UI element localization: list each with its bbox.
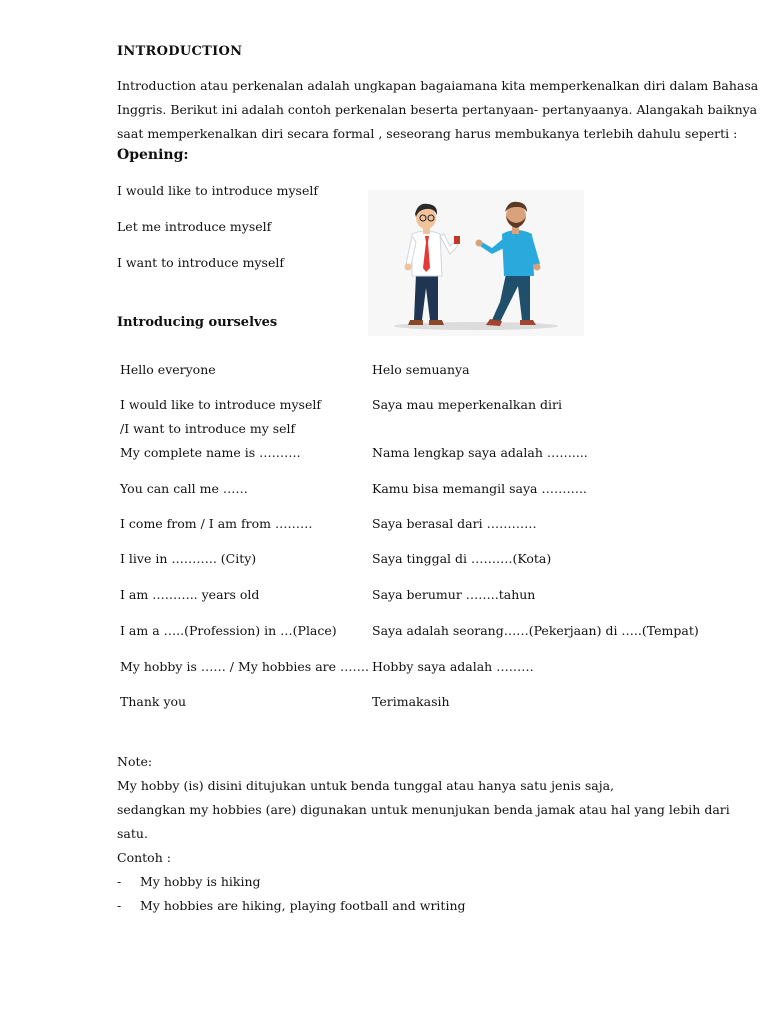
phrase-english: I live in ……….. (City): [120, 551, 257, 566]
phrase-english: Thank you: [120, 694, 187, 709]
phrase-indonesian: Terimakasih: [372, 694, 450, 709]
phrase-row: [120, 623, 720, 643]
phrase-indonesian: Saya adalah seorang……(Pekerjaan) di …..(Tempat): [372, 623, 699, 638]
example-item: [117, 894, 727, 918]
phrase-row: [120, 551, 720, 571]
opening-phrase: I want to introduce myself: [117, 255, 284, 270]
phrase-indonesian: Kamu bisa memangil saya ………..: [372, 481, 587, 496]
phrase-english: I would like to introduce myself: [120, 397, 321, 412]
phrase-english: You can call me ……: [120, 481, 248, 496]
page-title: INTRODUCTION: [117, 44, 243, 59]
phrase-row: [120, 397, 720, 441]
example-label: Contoh :: [117, 850, 171, 865]
note-label: Note:: [117, 754, 153, 769]
phrase-row: [120, 445, 720, 465]
note-line: satu.: [117, 826, 148, 841]
example-text: My hobbies are hiking, playing football and writing: [140, 898, 466, 913]
introducing-heading: Introducing ourselves: [117, 315, 278, 330]
phrase-indonesian: Saya tinggal di ……….(Kota): [372, 551, 552, 566]
phrase-row: [120, 587, 720, 607]
intro-line: saat memperkenalkan diri secara formal , seseorang harus membukanya terlebih dahulu seperti :: [117, 126, 738, 141]
phrase-english: I am a …..(Profession) in …(Place): [120, 623, 337, 638]
example-text: My hobby is hiking: [140, 874, 261, 889]
bullet-dash: -: [117, 898, 122, 913]
note-line: My hobby (is) disini ditujukan untuk benda tunggal atau hanya satu jenis saja,: [117, 778, 615, 793]
phrase-indonesian: Saya mau meperkenalkan diri: [372, 397, 562, 412]
phrase-indonesian: Helo semuanya: [372, 362, 470, 377]
opening-phrase: I would like to introduce myself: [117, 183, 318, 198]
phrase-row: [120, 481, 720, 501]
phrase-row: [120, 362, 720, 382]
phrase-row: [120, 694, 720, 714]
phrase-english: My hobby is …… / My hobbies are …….: [120, 659, 369, 674]
phrase-row: [120, 659, 720, 679]
phrase-english: Hello everyone: [120, 362, 216, 377]
note-line: sedangkan my hobbies (are) digunakan untuk menunjukan benda jamak atau hal yang lebih dari: [117, 802, 730, 817]
opening-phrase: Let me introduce myself: [117, 219, 272, 234]
two-men-talking-illustration: [368, 190, 584, 336]
phrase-english-alt: /I want to introduce my self: [120, 421, 296, 436]
phrase-indonesian: Saya berumur ……..tahun: [372, 587, 536, 602]
phrase-english: I come from / I am from ………: [120, 516, 313, 531]
phrase-indonesian: Hobby saya adalah ………: [372, 659, 534, 674]
intro-line: Introduction atau perkenalan adalah ungkapan bagaiamana kita memperkenalkan diri dalam Bahasa: [117, 78, 759, 93]
phrase-row: [120, 516, 720, 536]
bullet-dash: -: [117, 874, 122, 889]
phrase-english: I am ……….. years old: [120, 587, 260, 602]
example-item: [117, 870, 727, 894]
note-section: [117, 750, 730, 918]
phrase-indonesian: Nama lengkap saya adalah ……....: [372, 445, 588, 460]
phrase-indonesian: Saya berasal dari …………: [372, 516, 537, 531]
intro-paragraph: [117, 74, 759, 146]
phrase-english: My complete name is ……….: [120, 445, 301, 460]
intro-line: Inggris. Berikut ini adalah contoh perkenalan beserta pertanyaan- pertanyaanya. Alangakah baiknya: [117, 102, 758, 117]
opening-heading: Opening:: [117, 147, 189, 163]
